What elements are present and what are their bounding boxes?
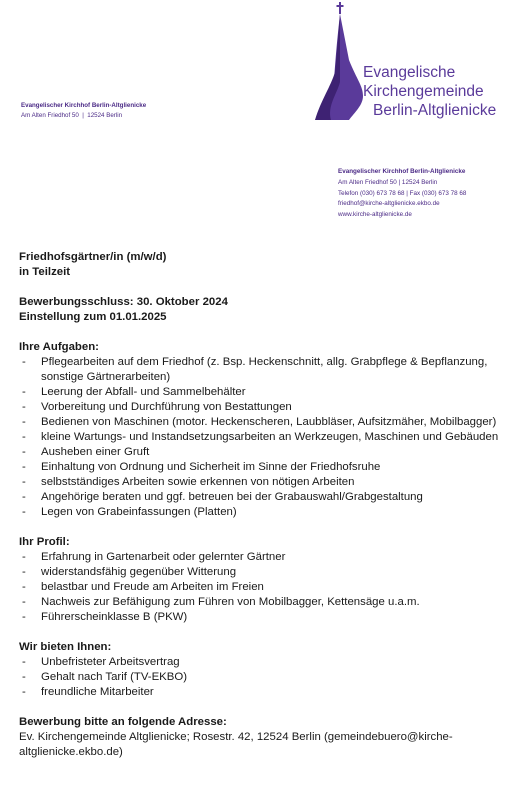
tasks-heading: Ihre Aufgaben: bbox=[19, 341, 99, 353]
contact-street: Am Alten Friedhof 50 | 12524 Berlin bbox=[338, 178, 438, 186]
job-posting bbox=[19, 250, 509, 760]
offer-heading: Wir bieten Ihnen: bbox=[19, 641, 112, 653]
tasks-list bbox=[19, 355, 509, 520]
list-item: - Unbefristeter Arbeitsvertrag bbox=[19, 655, 509, 670]
list-item: - Angehörige beraten und ggf. betreuen bei der Grabauswahl/Grabgestaltung bbox=[19, 490, 509, 505]
sender-separator: | bbox=[82, 111, 84, 119]
list-item: - Legen von Grabeinfassungen (Platten) bbox=[19, 505, 509, 520]
deadline: Bewerbungsschluss: 30. Oktober 2024 bbox=[19, 296, 228, 308]
list-item: - belastbar und Freude am Arbeiten im Freien bbox=[19, 580, 509, 595]
list-item: - Erfahrung in Gartenarbeit oder gelernter Gärtner bbox=[19, 550, 509, 565]
list-item: - widerstandsfähig gegenüber Witterung bbox=[19, 565, 509, 580]
list-item: - Gehalt nach Tarif (TV-EKBO) bbox=[19, 670, 509, 685]
profile-heading: Ihr Profil: bbox=[19, 536, 70, 548]
contact-email[interactable]: friedhof@kirche-altglienicke.ekbo.de bbox=[338, 200, 440, 208]
list-item: - Einhaltung von Ordnung und Sicherheit im Sinne der Friedhofsruhe bbox=[19, 460, 509, 475]
list-item: - Bedienen von Maschinen (motor. Heckenscheren, Laubbläser, Aufsitzmäher, Mobilbagger) bbox=[19, 415, 509, 430]
list-item: - Ausheben einer Gruft bbox=[19, 445, 509, 460]
list-item: - Pflegearbeiten auf dem Friedhof (z. Bsp. Heckenschnitt, allg. Grabpflege & Bepflanzung, sonstige Gärtnerarbeiten) bbox=[19, 355, 509, 385]
contact-website[interactable]: www.kirche-altglienicke.de bbox=[338, 211, 412, 219]
logo-line-3: Berlin-Altglienicke bbox=[373, 102, 497, 119]
offer-list bbox=[19, 655, 509, 700]
sender-address-line bbox=[21, 111, 146, 121]
application-address: Ev. Kirchengemeinde Altglienicke; Rosestr. 42, 12524 Berlin (gemeindebuero@kirche-altglienicke.ekbo.de) bbox=[19, 731, 453, 758]
sender-block bbox=[21, 101, 146, 120]
list-item: - Vorbereitung und Durchführung von Bestattungen bbox=[19, 400, 509, 415]
contact-phone: Telefon (030) 673 78 68 | Fax (030) 673 78 68 bbox=[338, 189, 467, 197]
list-item: - freundliche Mitarbeiter bbox=[19, 685, 509, 700]
logo-line-1: Evangelische bbox=[363, 64, 456, 81]
list-item: - Führerscheinklasse B (PKW) bbox=[19, 610, 509, 625]
sender-city: 12524 Berlin bbox=[87, 111, 123, 119]
list-item: - Leerung der Abfall- und Sammelbehälter bbox=[19, 385, 509, 400]
sender-name: Evangelischer Kirchhof Berlin-Altglienicke bbox=[21, 102, 147, 109]
sender-street: Am Alten Friedhof 50 bbox=[21, 111, 79, 119]
logo-line-2: Kirchengemeinde bbox=[363, 83, 484, 100]
list-item: - Nachweis zur Befähigung zum Führen von Mobilbagger, Kettensäge u.a.m. bbox=[19, 595, 509, 610]
job-title: Friedhofsgärtner/in (m/w/d) bbox=[19, 251, 167, 263]
application-heading: Bewerbung bitte an folgende Adresse: bbox=[19, 716, 227, 728]
contact-block bbox=[338, 167, 466, 221]
contact-name: Evangelischer Kirchhof Berlin-Altglienicke bbox=[338, 168, 466, 175]
profile-list bbox=[19, 550, 509, 625]
logo-wordmark bbox=[363, 63, 506, 120]
list-item: - kleine Wartungs- und Instandsetzungsarbeiten an Werkzeugen, Maschinen und Gebäuden bbox=[19, 430, 509, 445]
list-item: - selbstständiges Arbeiten sowie erkennen von nötigen Arbeiten bbox=[19, 475, 509, 490]
job-subtitle: in Teilzeit bbox=[19, 266, 71, 278]
start-date: Einstellung zum 01.01.2025 bbox=[19, 311, 167, 323]
